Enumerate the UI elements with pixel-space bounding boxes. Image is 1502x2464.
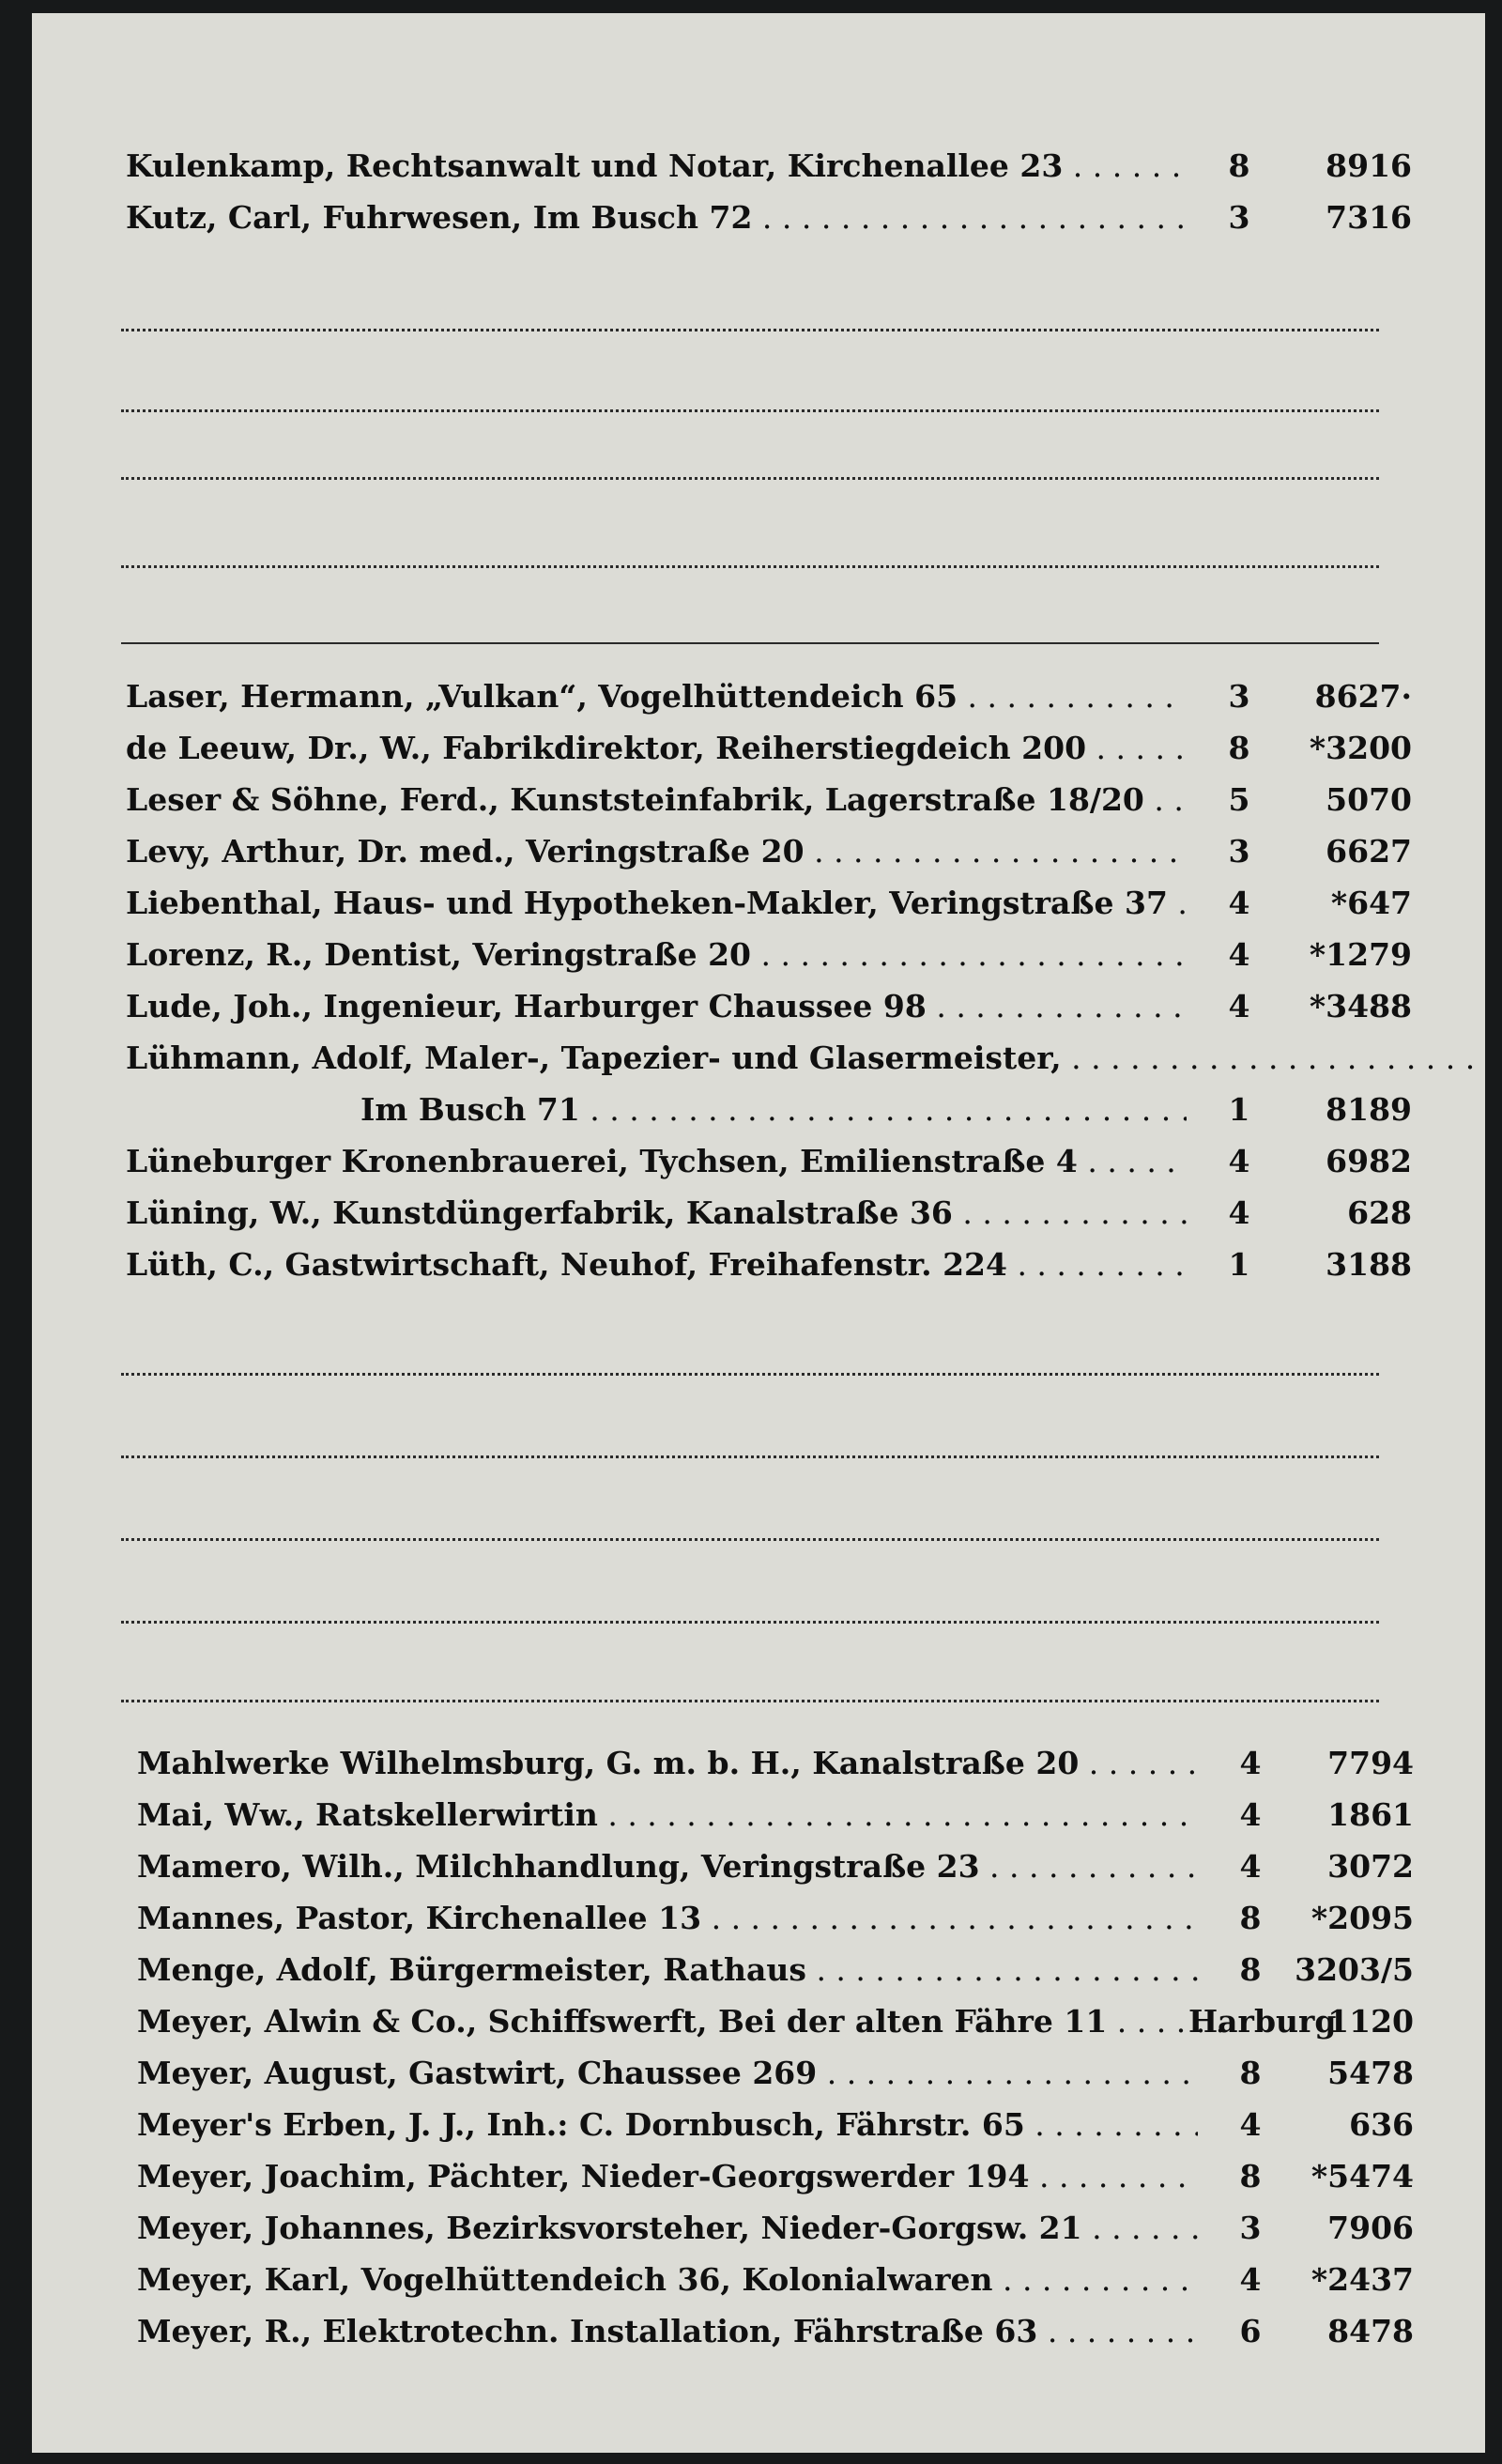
entry-text: Mannes, Pastor, Kirchenallee 13 . . . xyxy=(137,1900,1198,1936)
directory-entry xyxy=(137,2047,1414,2099)
entry-phone: 7316 xyxy=(1326,199,1412,236)
entry-number: 3 xyxy=(1239,2210,1262,2246)
entry-text: de Leeuw, Dr., W., Fabrikdirektor, Reiherstiegdeich 200 . . . xyxy=(126,730,1187,766)
directory-entry-heading xyxy=(126,1032,1412,1084)
entry-number: 4 xyxy=(1228,1143,1250,1179)
directory-entry xyxy=(137,1737,1414,1789)
entry-number: 4 xyxy=(1239,1745,1262,1781)
entry-phone: 5478 xyxy=(1327,2055,1414,2091)
blank-entry-line xyxy=(121,1455,1379,1458)
directory-entry xyxy=(126,192,1412,243)
directory-entry xyxy=(137,1995,1414,2047)
directory-entry xyxy=(137,1944,1414,1995)
entry-phone: 7906 xyxy=(1327,2210,1414,2246)
entry-phone: 7794 xyxy=(1327,1745,1414,1781)
entry-phone: 3072 xyxy=(1327,1848,1414,1885)
entry-text: Meyer, R., Elektrotechn. Installation, Fährstraße 63 . . . xyxy=(137,2313,1198,2349)
entry-text: Meyer, August, Gastwirt, Chaussee 269 . . . xyxy=(137,2055,1198,2091)
entry-text: Lühmann, Adolf, Maler-, Tapezier- und Glasermeister, . . . xyxy=(126,1040,1187,1076)
directory-entry xyxy=(126,980,1412,1032)
entry-number: 4 xyxy=(1239,1848,1262,1885)
entry-number: 4 xyxy=(1228,1194,1250,1231)
entry-text: Meyer, Alwin & Co., Schiffswerft, Bei der alten Fähre 11 . . . xyxy=(137,2003,1226,2040)
entry-number: 3 xyxy=(1228,833,1250,870)
entry-text: Lüth, C., Gastwirtschaft, Neuhof, Freihafenstr. 224 . . . xyxy=(126,1246,1187,1283)
entry-text: Meyer, Johannes, Bezirksvorsteher, Nieder-Gorgsw. 21 . . . xyxy=(137,2210,1198,2246)
entry-number: 4 xyxy=(1228,936,1250,973)
entry-text: Lorenz, R., Dentist, Veringstraße 20 . . . xyxy=(126,936,1187,973)
entry-phone: 636 xyxy=(1349,2106,1414,2143)
blank-entry-line xyxy=(121,1373,1379,1376)
entry-phone: 1861 xyxy=(1327,1796,1414,1833)
entry-number: 8 xyxy=(1239,2055,1262,2091)
entry-text: Mamero, Wilh., Milchhandlung, Veringstraße 23 . . . xyxy=(137,1848,1198,1885)
entry-text: Meyer's Erben, J. J., Inh.: C. Dornbusch, Fährstr. 65 . . . xyxy=(137,2106,1198,2143)
entry-text: Meyer, Joachim, Pächter, Nieder-Georgswerder 194 . . . xyxy=(137,2158,1198,2194)
entry-text: Lüneburger Kronenbrauerei, Tychsen, Emilienstraße 4 . . . xyxy=(126,1143,1187,1179)
section-divider xyxy=(121,642,1379,644)
entry-number: 6 xyxy=(1239,2313,1262,2349)
section-k xyxy=(126,140,1412,243)
entry-phone: *3488 xyxy=(1309,988,1412,1024)
entry-phone: *5474 xyxy=(1310,2158,1414,2194)
directory-entry xyxy=(126,825,1412,877)
entry-text: Mai, Ww., Ratskellerwirtin . . . xyxy=(137,1796,1198,1833)
directory-entry xyxy=(126,140,1412,192)
entry-text: Liebenthal, Haus- und Hypotheken-Makler, Veringstraße 37 . . . xyxy=(126,885,1187,921)
entry-phone: 3203/5 xyxy=(1295,1951,1414,1988)
directory-entry xyxy=(126,929,1412,980)
blank-entry-line xyxy=(121,329,1379,331)
entry-text: Mahlwerke Wilhelmsburg, G. m. b. H., Kanalstraße 20 . . . xyxy=(137,1745,1198,1781)
directory-entry xyxy=(137,1789,1414,1840)
entry-text: Lude, Joh., Ingenieur, Harburger Chaussee 98 . . . xyxy=(126,988,1187,1024)
entry-phone: *1279 xyxy=(1309,936,1412,973)
entry-phone: 1120 xyxy=(1327,2003,1414,2040)
entry-phone: *647 xyxy=(1330,885,1412,921)
entry-number: 1 xyxy=(1228,1091,1250,1128)
entry-number: 3 xyxy=(1228,199,1250,236)
entry-phone: 8916 xyxy=(1326,147,1412,184)
blank-entry-line xyxy=(121,1538,1379,1541)
directory-entry xyxy=(126,722,1412,774)
section-l xyxy=(126,670,1412,1290)
entry-text: Kutz, Carl, Fuhrwesen, Im Busch 72 . . . xyxy=(126,199,1187,236)
entry-number: 4 xyxy=(1239,2261,1262,2298)
directory-entry xyxy=(137,1840,1414,1892)
entry-number: 8 xyxy=(1228,730,1250,766)
entry-phone: 6627 xyxy=(1326,833,1412,870)
directory-entry xyxy=(137,1892,1414,1944)
entry-text: Kulenkamp, Rechtsanwalt und Notar, Kirchenallee 23 . . . xyxy=(126,147,1187,184)
entry-text: Menge, Adolf, Bürgermeister, Rathaus . . . xyxy=(137,1951,1198,1988)
directory-entry xyxy=(126,1135,1412,1187)
entry-phone: 6982 xyxy=(1326,1143,1412,1179)
directory-entry xyxy=(126,1187,1412,1239)
blank-entry-line xyxy=(121,565,1379,568)
directory-entry xyxy=(137,2202,1414,2254)
entry-text: Im Busch 71 . . . xyxy=(360,1091,1187,1128)
entry-number: 5 xyxy=(1228,781,1250,818)
directory-entry xyxy=(137,2254,1414,2305)
entry-phone: *2095 xyxy=(1310,1900,1414,1936)
entry-number: 4 xyxy=(1239,2106,1262,2143)
entry-phone: *3200 xyxy=(1309,730,1412,766)
entry-text: Lüning, W., Kunstdüngerfabrik, Kanalstraße 36 . . . xyxy=(126,1194,1187,1231)
directory-entry xyxy=(137,2150,1414,2202)
entry-phone: 3188 xyxy=(1326,1246,1412,1283)
directory-entry xyxy=(137,2305,1414,2357)
entry-number: 8 xyxy=(1228,147,1250,184)
entry-phone: *2437 xyxy=(1310,2261,1414,2298)
entry-number: 3 xyxy=(1228,678,1250,715)
section-m xyxy=(137,1737,1414,2357)
entry-phone: 8627· xyxy=(1314,678,1412,715)
entry-phone: 628 xyxy=(1347,1194,1412,1231)
entry-phone: 8189 xyxy=(1326,1091,1412,1128)
directory-entry xyxy=(126,670,1412,722)
entry-text: Levy, Arthur, Dr. med., Veringstraße 20 . . . xyxy=(126,833,1187,870)
blank-entry-line xyxy=(121,1621,1379,1624)
entry-number: Harburg xyxy=(1188,2003,1337,2040)
entry-phone: 8478 xyxy=(1327,2313,1414,2349)
entry-text: Laser, Hermann, „Vulkan“, Vogelhüttendeich 65 . . . xyxy=(126,678,1187,715)
entry-number: 4 xyxy=(1228,988,1250,1024)
entry-number: 4 xyxy=(1239,1796,1262,1833)
directory-entry xyxy=(126,774,1412,825)
entry-text: Meyer, Karl, Vogelhüttendeich 36, Kolonialwaren . . . xyxy=(137,2261,1198,2298)
directory-entry xyxy=(126,1239,1412,1290)
entry-number: 4 xyxy=(1228,885,1250,921)
entry-phone: 5070 xyxy=(1326,781,1412,818)
directory-entry xyxy=(137,2099,1414,2150)
entry-number: 1 xyxy=(1228,1246,1250,1283)
entry-number: 8 xyxy=(1239,1900,1262,1936)
entry-number: 8 xyxy=(1239,2158,1262,2194)
blank-entry-line xyxy=(121,477,1379,480)
directory-entry xyxy=(126,877,1412,929)
entry-text: Leser & Söhne, Ferd., Kunststeinfabrik, Lagerstraße 18/20 . . . xyxy=(126,781,1187,818)
directory-page xyxy=(32,13,1485,2453)
directory-entry-continuation xyxy=(126,1084,1412,1135)
blank-entry-line xyxy=(121,409,1379,412)
blank-entry-line xyxy=(121,1700,1379,1702)
entry-number: 8 xyxy=(1239,1951,1262,1988)
